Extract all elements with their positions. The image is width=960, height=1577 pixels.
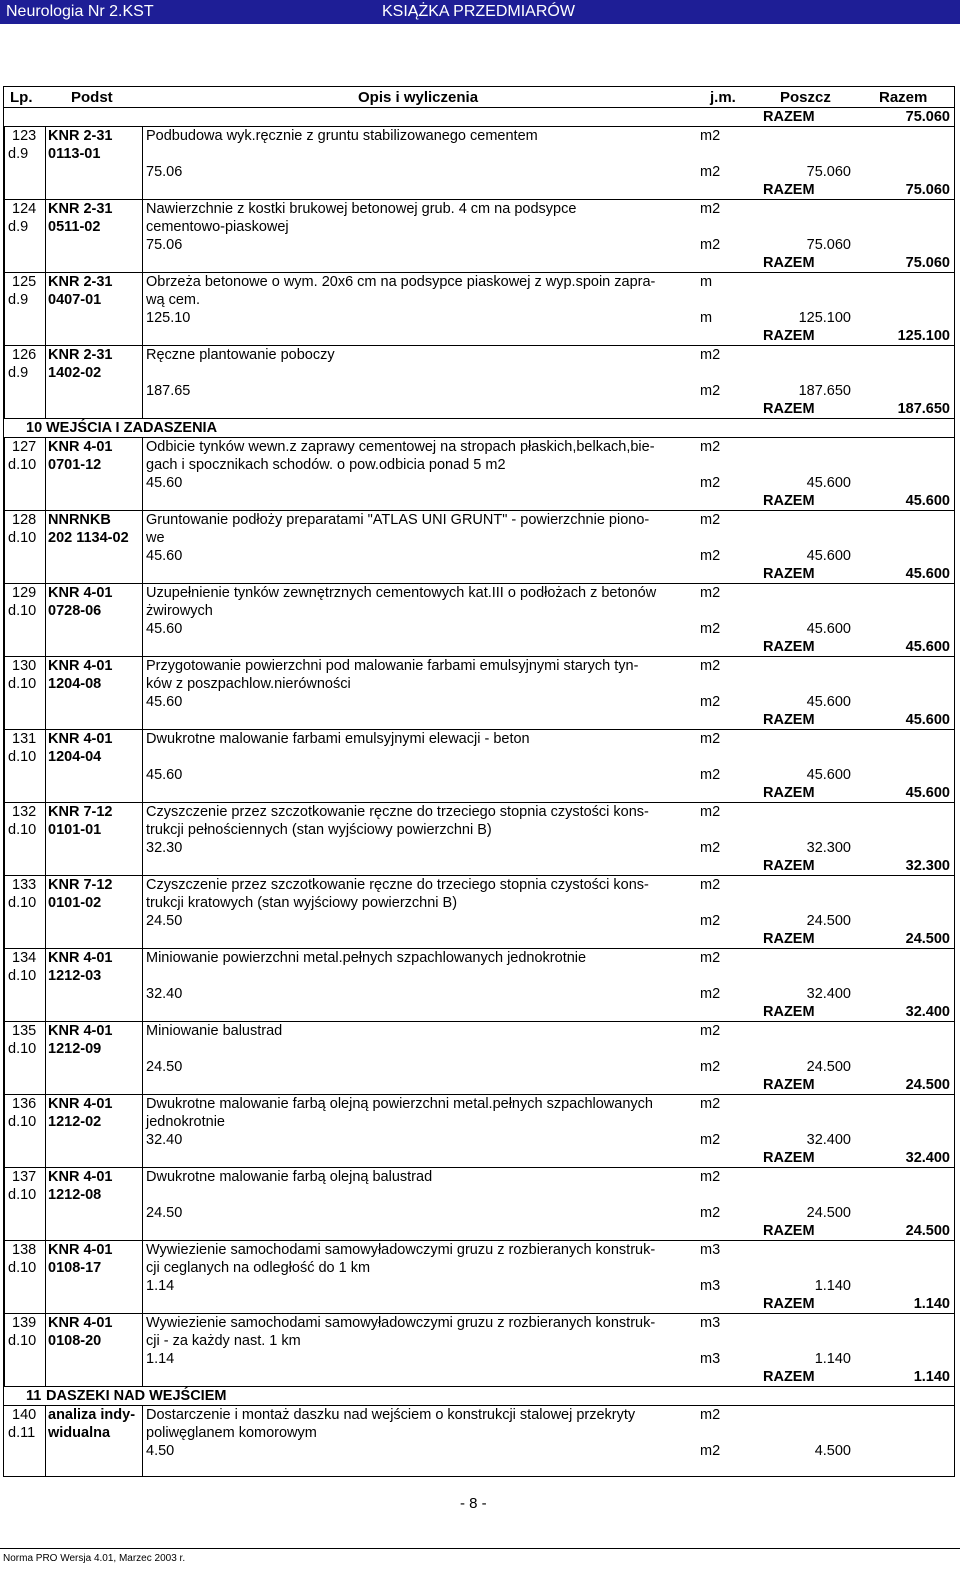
calc-value: 24.50 (146, 1059, 183, 1075)
item-description: we (146, 530, 165, 546)
footer-divider (0, 1548, 960, 1549)
item-code: KNR 4-01 (48, 1242, 113, 1258)
item-code: KNR 4-01 (48, 1096, 113, 1112)
razem-label: RAZEM (763, 639, 815, 655)
item-subsection: d.10 (8, 1114, 37, 1130)
item-subsection: d.10 (8, 1187, 37, 1203)
item-number: 139 (12, 1315, 37, 1331)
column-divider (4, 1167, 5, 1240)
razem-label: RAZEM (763, 931, 815, 947)
item-description: trukcji pełnościennych (stan wyjściowy powierzchni B) (146, 822, 492, 838)
column-divider (142, 656, 143, 729)
item-code: KNR 4-01 (48, 658, 113, 674)
column-divider (45, 1094, 46, 1167)
item-number: 136 (12, 1096, 37, 1112)
item-description: Podbudowa wyk.ręcznie z gruntu stabilizowanego cementem (146, 128, 538, 144)
item-unit: m2 (700, 1096, 721, 1112)
item-description: Odbicie tynków wewn.z zaprawy cementowej na stropach płaskich,belkach,bie- (146, 439, 655, 455)
item-subsection: d.10 (8, 1333, 37, 1349)
item-description: Dwukrotne malowanie farbą olejną powierzchni metal.pełnych szpachlowanych (146, 1096, 653, 1112)
razem-value: 45.600 (905, 493, 950, 509)
item-number: 133 (12, 877, 37, 893)
column-divider (45, 875, 46, 948)
item-number: 123 (12, 128, 37, 144)
partial-total: 45.600 (806, 548, 851, 564)
column-divider (142, 1094, 143, 1167)
item-description: Dwukrotne malowanie farbami emulsyjnymi elewacji - beton (146, 731, 530, 747)
partial-total: 32.300 (806, 840, 851, 856)
razem-value: 24.500 (905, 931, 950, 947)
column-divider (45, 1021, 46, 1094)
item-subsection: d.10 (8, 822, 37, 838)
calc-unit: m2 (700, 1059, 721, 1075)
item-code-detail: 1212-03 (48, 968, 102, 984)
item-number: 127 (12, 439, 37, 455)
item-code: KNR 7-12 (48, 804, 113, 820)
item-code-detail: 0108-17 (48, 1260, 102, 1276)
column-divider (142, 583, 143, 656)
razem-label: RAZEM (763, 566, 815, 582)
item-code-detail: 0113-01 (48, 146, 101, 162)
razem-label: RAZEM (763, 328, 815, 344)
item-unit: m2 (700, 731, 721, 747)
razem-label: RAZEM (763, 785, 815, 801)
column-divider (142, 875, 143, 948)
calc-unit: m2 (700, 548, 721, 564)
calc-value: 125.10 (146, 310, 191, 326)
section-title: WEJŚCIA I ZADASZENIA (46, 420, 218, 436)
item-unit: m3 (700, 1242, 721, 1258)
item-code: KNR 2-31 (48, 347, 113, 363)
column-divider (4, 656, 5, 729)
item-number: 130 (12, 658, 37, 674)
page-number: - 8 - (460, 1495, 487, 1512)
item-code-detail: widualna (48, 1425, 111, 1441)
column-divider (4, 948, 5, 1021)
column-divider (45, 126, 46, 199)
partial-total: 45.600 (806, 475, 851, 491)
column-divider (142, 510, 143, 583)
col-podst: Podst (71, 89, 113, 106)
section-number: 10 (26, 420, 43, 436)
calc-unit: m (700, 310, 713, 326)
razem-value: 45.600 (905, 712, 950, 728)
col-opis: Opis i wyliczenia (358, 89, 479, 106)
calc-value: 32.30 (146, 840, 183, 856)
item-subsection: d.10 (8, 749, 37, 765)
calc-unit: m2 (700, 767, 721, 783)
column-divider (45, 1167, 46, 1240)
item-code-detail: 0101-01 (48, 822, 102, 838)
calc-unit: m2 (700, 840, 721, 856)
partial-total: 4.500 (814, 1443, 851, 1459)
item-description: Miniowanie powierzchni metal.pełnych szpachlowanych jednokrotnie (146, 950, 587, 966)
item-unit: m2 (700, 950, 721, 966)
calc-unit: m2 (700, 1443, 721, 1459)
razem-value: 45.600 (905, 566, 950, 582)
item-code: KNR 7-12 (48, 877, 113, 893)
file-name: Neurologia Nr 2.KST (6, 3, 154, 20)
column-divider (142, 1021, 143, 1094)
item-unit: m3 (700, 1315, 721, 1331)
razem-value: 32.400 (905, 1150, 950, 1166)
razem-label: RAZEM (763, 1004, 815, 1020)
item-number: 134 (12, 950, 37, 966)
item-number: 124 (12, 201, 37, 217)
column-divider (45, 437, 46, 510)
partial-total: 24.500 (806, 913, 851, 929)
item-description: Przygotowanie powierzchni pod malowanie farbami emulsyjnymi starych tyn- (146, 658, 639, 674)
razem-label: RAZEM (763, 1223, 815, 1239)
column-divider (4, 1313, 5, 1386)
item-code-detail: 0728-06 (48, 603, 102, 619)
column-divider (45, 948, 46, 1021)
item-code: KNR 2-31 (48, 201, 113, 217)
item-unit: m2 (700, 1407, 721, 1423)
razem-label: RAZEM (763, 255, 815, 271)
item-number: 125 (12, 274, 37, 290)
column-divider (142, 1405, 143, 1476)
item-code: KNR 4-01 (48, 950, 113, 966)
razem-label: RAZEM (763, 1150, 815, 1166)
partial-total: 1.140 (814, 1278, 851, 1294)
partial-total: 24.500 (806, 1205, 851, 1221)
column-divider (45, 272, 46, 345)
item-code-detail: 0101-02 (48, 895, 102, 911)
calc-value: 45.60 (146, 694, 183, 710)
calc-value: 32.40 (146, 986, 183, 1002)
item-description: trukcji kratowych (stan wyjściowy powierzchni B) (146, 895, 458, 911)
column-divider (142, 802, 143, 875)
calc-value: 75.06 (146, 237, 183, 253)
item-description: Wywiezienie samochodami samowyładowczymi gruzu z rozbieranych konstruk- (146, 1315, 656, 1331)
item-subsection: d.9 (8, 219, 29, 235)
item-subsection: d.11 (8, 1425, 36, 1441)
item-description: Czyszczenie przez szczotkowanie ręczne do trzeciego stopnia czystości kons- (146, 877, 649, 893)
column-divider (142, 272, 143, 345)
software-version: Norma PRO Wersja 4.01, Marzec 2003 r. (3, 1553, 186, 1564)
column-divider (45, 729, 46, 802)
item-subsection: d.9 (8, 146, 29, 162)
calc-value: 1.14 (146, 1351, 175, 1367)
column-divider (4, 729, 5, 802)
item-code-detail: 1204-04 (48, 749, 102, 765)
razem-value: 75.060 (905, 182, 950, 198)
calc-value: 1.14 (146, 1278, 175, 1294)
item-code: NNRNKB (48, 512, 111, 528)
razem-value: 187.650 (897, 401, 950, 417)
item-description: jednokrotnie (146, 1114, 225, 1130)
column-divider (45, 1240, 46, 1313)
item-unit: m2 (700, 201, 721, 217)
item-code-detail: 1204-08 (48, 676, 102, 692)
col-poszcz: Poszcz (780, 89, 831, 106)
item-number: 131 (12, 731, 37, 747)
calc-value: 45.60 (146, 767, 183, 783)
item-number: 137 (12, 1169, 37, 1185)
razem-value: 1.140 (913, 1369, 950, 1385)
item-number: 138 (12, 1242, 37, 1258)
item-number: 129 (12, 585, 37, 601)
razem-value: 75.060 (905, 255, 950, 271)
item-code: KNR 2-31 (48, 128, 113, 144)
item-code-detail: 0511-02 (48, 219, 101, 235)
item-unit: m2 (700, 128, 721, 144)
column-divider (4, 1021, 5, 1094)
calc-value: 45.60 (146, 621, 183, 637)
column-divider (4, 437, 5, 510)
item-subsection: d.9 (8, 365, 29, 381)
calc-unit: m2 (700, 986, 721, 1002)
item-description: ków z poszpachlow.nierówności (146, 676, 351, 692)
column-divider (45, 656, 46, 729)
item-code-detail: 1212-02 (48, 1114, 102, 1130)
column-divider (45, 583, 46, 656)
razem-label: RAZEM (763, 182, 815, 198)
item-description: Gruntowanie podłoży preparatami "ATLAS UNI GRUNT" - powierzchnie piono- (146, 512, 650, 528)
partial-total: 32.400 (806, 1132, 851, 1148)
partial-total: 45.600 (806, 767, 851, 783)
partial-total: 125.100 (798, 310, 851, 326)
calc-value: 32.40 (146, 1132, 183, 1148)
document-title: KSIĄŻKA PRZEDMIARÓW (382, 3, 575, 20)
item-code: KNR 4-01 (48, 1023, 113, 1039)
item-unit: m2 (700, 804, 721, 820)
razem-label: RAZEM (763, 401, 815, 417)
col-razem: Razem (879, 89, 928, 106)
estimate-table (3, 86, 955, 1477)
partial-total: 45.600 (806, 621, 851, 637)
calc-unit: m2 (700, 237, 721, 253)
partial-total: 187.650 (798, 383, 851, 399)
calc-value: 24.50 (146, 1205, 183, 1221)
calc-unit: m2 (700, 913, 721, 929)
item-subsection: d.9 (8, 292, 29, 308)
item-code: KNR 4-01 (48, 731, 113, 747)
item-description: Ręczne plantowanie poboczy (146, 347, 335, 363)
razem-label: RAZEM (763, 712, 815, 728)
razem-value: 24.500 (905, 1223, 950, 1239)
column-divider (4, 126, 5, 199)
page-header (0, 0, 960, 24)
item-code: analiza indy- (48, 1407, 136, 1423)
column-divider (142, 1313, 143, 1386)
item-description: Dostarczenie i montaż daszku nad wejściem o konstrukcji stalowej przekryty (146, 1407, 636, 1423)
column-divider (45, 802, 46, 875)
item-code-detail: 0108-20 (48, 1333, 102, 1349)
item-subsection: d.10 (8, 457, 37, 473)
column-divider (4, 510, 5, 583)
column-divider (45, 510, 46, 583)
item-code-detail: 1212-09 (48, 1041, 102, 1057)
column-divider (142, 729, 143, 802)
calc-unit: m2 (700, 1132, 721, 1148)
column-divider (142, 199, 143, 272)
column-divider (142, 126, 143, 199)
razem-value: 75.060 (905, 109, 950, 125)
razem-value: 32.400 (905, 1004, 950, 1020)
item-code: KNR 2-31 (48, 274, 113, 290)
razem-label: RAZEM (763, 1369, 815, 1385)
column-divider (4, 345, 5, 418)
column-divider (4, 199, 5, 272)
column-divider (45, 1313, 46, 1386)
razem-value: 45.600 (905, 785, 950, 801)
calc-unit: m3 (700, 1351, 721, 1367)
item-number: 140 (12, 1407, 37, 1423)
razem-label: RAZEM (763, 1296, 815, 1312)
column-divider (4, 1240, 5, 1313)
column-divider (142, 1240, 143, 1313)
col-jm: j.m. (710, 89, 736, 106)
column-divider (4, 875, 5, 948)
item-code-detail: 1212-08 (48, 1187, 102, 1203)
calc-value: 45.60 (146, 548, 183, 564)
item-code-detail: 1402-02 (48, 365, 102, 381)
calc-value: 24.50 (146, 913, 183, 929)
item-code: KNR 4-01 (48, 585, 113, 601)
item-code: KNR 4-01 (48, 1169, 113, 1185)
item-description: Nawierzchnie z kostki brukowej betonowej grub. 4 cm na podsypce (146, 201, 577, 217)
calc-value: 4.50 (146, 1443, 175, 1459)
razem-label: RAZEM (763, 109, 815, 125)
section-number: 11 (26, 1388, 42, 1404)
partial-total: 45.600 (806, 694, 851, 710)
calc-unit: m2 (700, 383, 721, 399)
column-divider (142, 1167, 143, 1240)
razem-value: 24.500 (905, 1077, 950, 1093)
calc-value: 45.60 (146, 475, 183, 491)
column-divider (142, 948, 143, 1021)
item-subsection: d.10 (8, 676, 37, 692)
item-number: 128 (12, 512, 37, 528)
razem-label: RAZEM (763, 858, 815, 874)
item-subsection: d.10 (8, 895, 37, 911)
item-unit: m2 (700, 512, 721, 528)
calc-unit: m3 (700, 1278, 721, 1294)
calc-unit: m2 (700, 475, 721, 491)
item-number: 126 (12, 347, 37, 363)
item-number: 132 (12, 804, 37, 820)
calc-unit: m2 (700, 694, 721, 710)
item-description: gach i spocznikach schodów. o pow.odbicia ponad 5 m2 (146, 457, 506, 473)
partial-total: 75.060 (806, 237, 851, 253)
item-description: żwirowych (146, 603, 213, 619)
col-lp: Lp. (10, 89, 33, 106)
column-divider (4, 802, 5, 875)
item-code-detail: 0701-12 (48, 457, 102, 473)
partial-total: 1.140 (814, 1351, 851, 1367)
item-unit: m2 (700, 1169, 721, 1185)
column-divider (45, 345, 46, 418)
razem-value: 1.140 (913, 1296, 950, 1312)
item-unit: m2 (700, 1023, 721, 1039)
partial-total: 24.500 (806, 1059, 851, 1075)
item-description: Uzupełnienie tynków zewnętrznych cementowych kat.III o podłożach z betonów (146, 585, 657, 601)
calc-unit: m2 (700, 1205, 721, 1221)
item-description: wą cem. (146, 292, 200, 308)
column-divider (4, 272, 5, 345)
column-headers (4, 86, 954, 108)
razem-label: RAZEM (763, 493, 815, 509)
partial-total: 32.400 (806, 986, 851, 1002)
item-unit: m2 (700, 658, 721, 674)
calc-unit: m2 (700, 164, 721, 180)
item-description: cji ceglanych na odległość do 1 km (146, 1260, 371, 1276)
calc-value: 187.65 (146, 383, 191, 399)
item-number: 135 (12, 1023, 37, 1039)
item-code-detail: 202 1134-02 (48, 530, 129, 546)
item-description: poliwęglanem komorowym (146, 1425, 317, 1441)
item-description: Miniowanie balustrad (146, 1023, 283, 1039)
item-unit: m2 (700, 347, 721, 363)
item-subsection: d.10 (8, 1260, 37, 1276)
column-divider (4, 1094, 5, 1167)
calc-unit: m2 (700, 621, 721, 637)
item-subsection: d.10 (8, 968, 37, 984)
item-description: Dwukrotne malowanie farbą olejną balustrad (146, 1169, 433, 1185)
item-description: cementowo-piaskowej (146, 219, 289, 235)
razem-value: 125.100 (897, 328, 950, 344)
razem-label: RAZEM (763, 1077, 815, 1093)
column-divider (142, 345, 143, 418)
item-unit: m2 (700, 585, 721, 601)
item-code-detail: 0407-01 (48, 292, 102, 308)
item-code: KNR 4-01 (48, 1315, 113, 1331)
item-description: Obrzeża betonowe o wym. 20x6 cm na podsypce piaskowej z wyp.spoin zapra- (146, 274, 656, 290)
partial-total: 75.060 (806, 164, 851, 180)
razem-value: 32.300 (905, 858, 950, 874)
item-unit: m2 (700, 877, 721, 893)
column-divider (45, 199, 46, 272)
item-description: cji - za każdy nast. 1 km (146, 1333, 301, 1349)
item-description: Czyszczenie przez szczotkowanie ręczne do trzeciego stopnia czystości kons- (146, 804, 649, 820)
item-subsection: d.10 (8, 603, 37, 619)
section-title: DASZEKI NAD WEJŚCIEM (46, 1388, 227, 1404)
razem-value: 45.600 (905, 639, 950, 655)
column-divider (45, 1405, 46, 1476)
item-unit: m2 (700, 439, 721, 455)
column-divider (142, 437, 143, 510)
item-subsection: d.10 (8, 530, 37, 546)
item-code: KNR 4-01 (48, 439, 113, 455)
column-divider (4, 583, 5, 656)
item-unit: m (700, 274, 713, 290)
item-subsection: d.10 (8, 1041, 37, 1057)
item-description: Wywiezienie samochodami samowyładowczymi gruzu z rozbieranych konstruk- (146, 1242, 656, 1258)
calc-value: 75.06 (146, 164, 183, 180)
